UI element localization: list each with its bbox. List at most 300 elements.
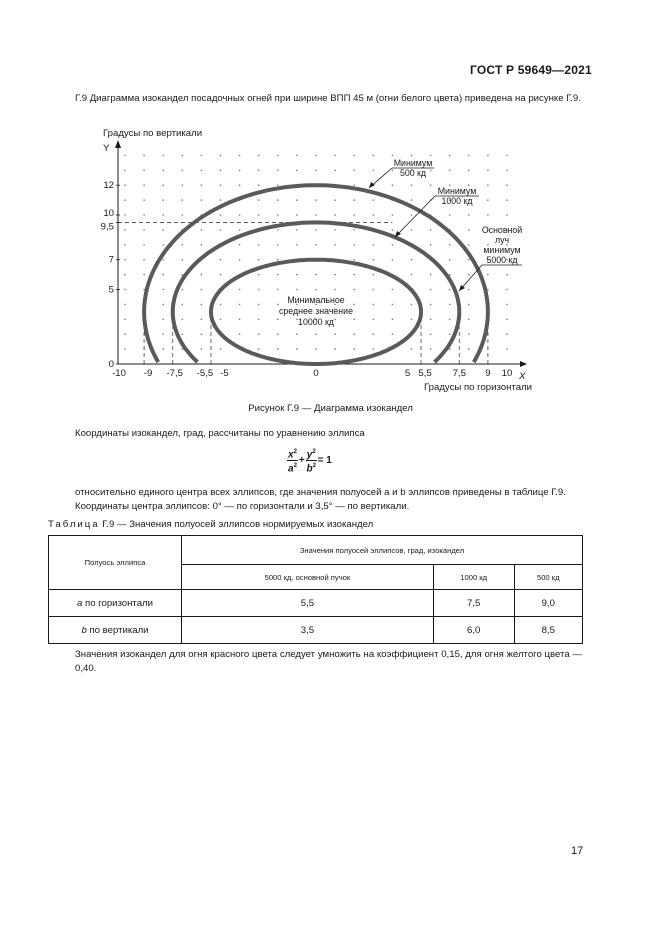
grid-dot — [468, 333, 470, 335]
grid-dot — [201, 184, 203, 186]
grid-dot — [353, 304, 355, 306]
grid-dot — [487, 274, 489, 276]
grid-dot — [162, 259, 164, 261]
grid-dot — [258, 199, 260, 201]
table-title: Таблица Г.9 — Значения полуосей эллипсов нормируемых изокандел — [48, 519, 374, 530]
series-label: луч — [494, 235, 510, 245]
grid-dot — [411, 319, 413, 321]
grid-dot — [277, 319, 279, 321]
grid-dot — [162, 289, 164, 291]
grid-dot — [182, 244, 184, 246]
grid-dot — [315, 348, 317, 350]
grid-dot — [468, 259, 470, 261]
grid-dot — [334, 333, 336, 335]
table-cell: 3,5 — [182, 617, 434, 644]
relative-text: относительно единого центра всех эллипсов, где значения полуосей a и b эллипсов приведены в таблице Г.9. Координаты центра эллипсов: 0° — по горизонтали и 3,5° — по вертикали. — [75, 487, 566, 512]
grid-dot — [430, 348, 432, 350]
grid-dot — [220, 229, 222, 231]
grid-dot — [468, 274, 470, 276]
grid-dot — [430, 170, 432, 172]
grid-dot — [334, 229, 336, 231]
x-tick-label: 5,5 — [418, 368, 432, 379]
grid-dot — [430, 244, 432, 246]
grid-dot — [430, 304, 432, 306]
grid-dot — [506, 319, 508, 321]
series-label: Минимум — [393, 158, 433, 168]
grid-dot — [201, 304, 203, 306]
grid-dot — [201, 170, 203, 172]
isocandela-diagram — [0, 0, 661, 420]
grid-dot — [506, 170, 508, 172]
grid-dot — [353, 259, 355, 261]
grid-dot — [277, 304, 279, 306]
grid-dot — [487, 214, 489, 216]
grid-dot — [258, 348, 260, 350]
grid-dot — [296, 244, 298, 246]
grid-dot — [334, 244, 336, 246]
grid-dot — [373, 304, 375, 306]
grid-dot — [315, 244, 317, 246]
grid-dot — [411, 199, 413, 201]
grid-dot — [506, 333, 508, 335]
table-row — [49, 617, 583, 644]
grid-dot — [258, 259, 260, 261]
grid-dot — [373, 348, 375, 350]
grid-dot — [124, 319, 126, 321]
grid-dot — [277, 229, 279, 231]
x-tick-label: -5,5 — [196, 368, 214, 379]
grid-dot — [182, 155, 184, 157]
grid-dot — [296, 333, 298, 335]
grid-dot — [392, 289, 394, 291]
grid-dot — [449, 333, 451, 335]
grid-dot — [220, 155, 222, 157]
grid-dot — [162, 319, 164, 321]
table-cell: 8,5 — [514, 617, 583, 644]
grid-dot — [239, 184, 241, 186]
sub-header-1000: 1000 кд — [433, 565, 514, 590]
group-header: Значения полуосей эллипсов, град, изокандел — [182, 536, 583, 565]
grid-dot — [239, 155, 241, 157]
grid-dot — [220, 259, 222, 261]
grid-dot — [162, 229, 164, 231]
grid-dot — [162, 244, 164, 246]
grid-dot — [373, 170, 375, 172]
grid-dot — [315, 214, 317, 216]
series-label: Основной — [481, 225, 523, 235]
grid-dot — [201, 155, 203, 157]
table-cell: 9,0 — [514, 590, 583, 617]
grid-dot — [411, 348, 413, 350]
grid-dot — [258, 333, 260, 335]
figure-caption: Рисунок Г.9 — Диаграмма изокандел — [248, 403, 413, 414]
grid-dot — [353, 289, 355, 291]
grid-dot — [162, 333, 164, 335]
grid-dot — [430, 155, 432, 157]
grid-dot — [334, 170, 336, 172]
grid-dot — [506, 348, 508, 350]
leader-arrow — [369, 182, 375, 188]
grid-dot — [143, 155, 145, 157]
series-label: Минимум — [437, 186, 477, 196]
grid-dot — [296, 274, 298, 276]
grid-dot — [277, 289, 279, 291]
grid-dot — [143, 244, 145, 246]
grid-dot — [334, 319, 336, 321]
y-axis-label: Градусы по вертикали — [103, 128, 203, 139]
grid-dot — [220, 170, 222, 172]
inner-label: Минимальное — [287, 295, 345, 305]
x-tick-label: -7,5 — [166, 368, 184, 379]
grid-dot — [124, 170, 126, 172]
grid-dot — [430, 289, 432, 291]
grid-dot — [143, 214, 145, 216]
y-tick-label: 0 — [108, 359, 114, 370]
grid-dot — [449, 259, 451, 261]
isocandela-ellipse — [173, 222, 460, 362]
grid-dot — [258, 319, 260, 321]
grid-dot — [239, 304, 241, 306]
grid-dot — [143, 184, 145, 186]
grid-dot — [220, 199, 222, 201]
grid-dot — [124, 304, 126, 306]
table-cell: 5,5 — [182, 590, 434, 617]
grid-dot — [258, 289, 260, 291]
isocandela-ellipse — [144, 185, 488, 362]
grid-dot — [430, 274, 432, 276]
grid-dot — [353, 333, 355, 335]
grid-dot — [411, 229, 413, 231]
col-header: Полуось эллипса — [49, 536, 182, 590]
grid-dot — [124, 184, 126, 186]
grid-dot — [239, 170, 241, 172]
grid-dot — [506, 274, 508, 276]
grid-dot — [124, 244, 126, 246]
grid-dot — [124, 274, 126, 276]
grid-dot — [124, 199, 126, 201]
grid-dot — [353, 155, 355, 157]
ellipse-equation: $\frac{x^2}{a^2}$ + $\frac{y^2}{b^2}$ = 1 — [288, 449, 332, 475]
grid-dot — [220, 214, 222, 216]
grid-dot — [315, 274, 317, 276]
grid-dot — [143, 170, 145, 172]
grid-dot — [162, 304, 164, 306]
x-tick-label: 5 — [404, 368, 411, 379]
grid-dot — [334, 199, 336, 201]
x-fraction: $\frac{x^2}{a^2}$ — [288, 449, 297, 475]
grid-dot — [315, 170, 317, 172]
grid-dot — [124, 333, 126, 335]
table-cell: 6,0 — [433, 617, 514, 644]
semi-axes-table — [48, 535, 583, 644]
grid-dot — [182, 259, 184, 261]
grid-dot — [239, 214, 241, 216]
grid-dot — [353, 170, 355, 172]
grid-dot — [430, 333, 432, 335]
grid-dot — [277, 199, 279, 201]
grid-dot — [220, 319, 222, 321]
grid-dot — [373, 333, 375, 335]
grid-dot — [124, 259, 126, 261]
grid-dot — [239, 289, 241, 291]
grid-dot — [182, 289, 184, 291]
grid-dot — [411, 214, 413, 216]
grid-dot — [239, 259, 241, 261]
grid-dot — [430, 319, 432, 321]
grid-dot — [143, 259, 145, 261]
sub-header-500: 500 кд — [514, 565, 583, 590]
grid-dot — [182, 304, 184, 306]
grid-dot — [468, 229, 470, 231]
grid-dot — [392, 155, 394, 157]
series-label: 500 кд — [399, 168, 427, 178]
grid-dot — [296, 289, 298, 291]
x-axis-arrow — [520, 361, 527, 367]
y-tick-label: 10 — [103, 208, 114, 219]
grid-dot — [201, 229, 203, 231]
y-tick-label: 5 — [108, 284, 114, 296]
grid-dot — [201, 274, 203, 276]
grid-dot — [392, 259, 394, 261]
grid-dot — [258, 170, 260, 172]
grid-dot — [487, 170, 489, 172]
grid-dot — [487, 184, 489, 186]
grid-dot — [162, 274, 164, 276]
grid-dot — [506, 214, 508, 216]
grid-dot — [392, 184, 394, 186]
grid-dot — [239, 244, 241, 246]
grid-dot — [487, 155, 489, 157]
grid-dot — [373, 199, 375, 201]
grid-dot — [315, 199, 317, 201]
grid-dot — [449, 319, 451, 321]
grid-dot — [392, 304, 394, 306]
grid-dot — [449, 244, 451, 246]
grid-dot — [392, 333, 394, 335]
grid-dot — [201, 333, 203, 335]
grid-dot — [430, 229, 432, 231]
grid-dot — [353, 229, 355, 231]
page-number: 17 — [571, 845, 584, 857]
grid-dot — [182, 214, 184, 216]
grid-dot — [239, 333, 241, 335]
grid-dot — [411, 259, 413, 261]
grid-dot — [506, 289, 508, 291]
y-axis-arrow — [115, 140, 121, 148]
grid-dot — [258, 184, 260, 186]
grid-dot — [353, 214, 355, 216]
grid-dot — [411, 184, 413, 186]
grid-dot — [468, 170, 470, 172]
grid-dot — [220, 304, 222, 306]
grid-dot — [506, 199, 508, 201]
grid-dot — [258, 155, 260, 157]
grid-dot — [506, 184, 508, 186]
x-tick-label: 7,5 — [452, 368, 466, 379]
grid-dot — [334, 155, 336, 157]
grid-dot — [373, 244, 375, 246]
grid-dot — [392, 229, 394, 231]
grid-dot — [392, 244, 394, 246]
grid-dot — [162, 155, 164, 157]
grid-dot — [143, 199, 145, 201]
grid-dot — [258, 214, 260, 216]
grid-dot — [277, 259, 279, 261]
grid-dot — [162, 199, 164, 201]
grid-dot — [468, 289, 470, 291]
grid-dot — [277, 214, 279, 216]
row-label: b по вертикали — [49, 617, 182, 644]
grid-dot — [220, 184, 222, 186]
inner-label: среднее значение — [279, 306, 353, 316]
grid-dot — [392, 319, 394, 321]
grid-dot — [277, 274, 279, 276]
note-paragraph: Значения изокандел для огня красного цвета следует умножить на коэффициент 0,15, для огня желтого цвета — 0,40. — [75, 649, 582, 674]
grid-dot — [468, 348, 470, 350]
grid-dot — [449, 289, 451, 291]
grid-dot — [296, 170, 298, 172]
grid-dot — [162, 184, 164, 186]
grid-dot — [373, 289, 375, 291]
grid-dot — [411, 274, 413, 276]
grid-dot — [449, 170, 451, 172]
grid-dot — [277, 170, 279, 172]
grid-dot — [315, 155, 317, 157]
x-axis-label: Градусы по горизонтали — [424, 382, 532, 393]
grid-dot — [353, 244, 355, 246]
grid-dot — [239, 229, 241, 231]
grid-dot — [124, 214, 126, 216]
grid-dot — [124, 229, 126, 231]
grid-dot — [258, 304, 260, 306]
grid-dot — [373, 274, 375, 276]
grid-dot — [392, 214, 394, 216]
grid-dot — [468, 155, 470, 157]
sub-header-5000: 5000 кд, основной пучок — [182, 565, 434, 590]
grid-dot — [182, 184, 184, 186]
grid-dot — [277, 184, 279, 186]
grid-dot — [296, 155, 298, 157]
grid-dot — [334, 274, 336, 276]
grid-dot — [296, 199, 298, 201]
y-fraction: $\frac{y^2}{b^2}$ — [306, 449, 316, 475]
grid-dot — [296, 348, 298, 350]
grid-dot — [373, 214, 375, 216]
grid-dot — [239, 319, 241, 321]
grid-dot — [143, 274, 145, 276]
grid-dot — [353, 199, 355, 201]
x-tick-label: 10 — [501, 368, 513, 379]
grid-dot — [124, 289, 126, 291]
grid-dot — [124, 348, 126, 350]
grid-dot — [487, 199, 489, 201]
grid-dot — [277, 155, 279, 157]
grid-dot — [182, 170, 184, 172]
grid-dot — [258, 274, 260, 276]
x-tick-label: -5 — [220, 368, 229, 379]
table-cell: 7,5 — [433, 590, 514, 617]
series-label: минимум — [483, 245, 521, 255]
grid-dot — [468, 304, 470, 306]
grid-dot — [182, 199, 184, 201]
grid-dot — [411, 155, 413, 157]
x-tick-label: -10 — [112, 368, 126, 379]
grid-dot — [373, 319, 375, 321]
standard-code: ГОСТ Р 59649—2021 — [470, 63, 592, 77]
grid-dot — [411, 304, 413, 306]
grid-dot — [468, 244, 470, 246]
grid-dot — [373, 155, 375, 157]
grid-dot — [334, 348, 336, 350]
grid-dot — [124, 155, 126, 157]
grid-dot — [162, 348, 164, 350]
grid-dot — [353, 274, 355, 276]
grid-dot — [296, 229, 298, 231]
coords-intro: Координаты изокандел, град, рассчитаны по уравнению эллипса — [75, 428, 365, 439]
grid-dot — [162, 214, 164, 216]
y-tick-label: 7 — [108, 254, 114, 266]
grid-dot — [277, 244, 279, 246]
grid-dot — [296, 214, 298, 216]
grid-dot — [277, 333, 279, 335]
leader-arrow — [459, 285, 465, 291]
table-row — [49, 590, 583, 617]
x-axis-letter: X — [519, 371, 526, 382]
grid-dot — [143, 229, 145, 231]
grid-dot — [258, 244, 260, 246]
grid-dot — [277, 348, 279, 350]
x-tick-label: 9 — [485, 368, 491, 379]
grid-dot — [449, 155, 451, 157]
x-tick-label: -9 — [143, 368, 153, 379]
x-tick-label: 0 — [313, 368, 319, 379]
y-tick-label: 12 — [103, 180, 114, 192]
grid-dot — [201, 199, 203, 201]
grid-dot — [220, 274, 222, 276]
inner-label: 10000 кд — [298, 317, 334, 327]
grid-dot — [392, 170, 394, 172]
grid-dot — [506, 304, 508, 306]
grid-dot — [353, 348, 355, 350]
grid-dot — [315, 289, 317, 291]
grid-dot — [201, 289, 203, 291]
grid-dot — [334, 289, 336, 291]
grid-dot — [449, 304, 451, 306]
grid-dot — [468, 214, 470, 216]
row-label: a по горизонтали — [49, 590, 182, 617]
series-label: 5000 кд — [486, 255, 518, 265]
grid-dot — [220, 348, 222, 350]
grid-dot — [430, 184, 432, 186]
grid-dot — [201, 348, 203, 350]
grid-dot — [315, 229, 317, 231]
grid-dot — [373, 259, 375, 261]
grid-dot — [315, 333, 317, 335]
grid-dot — [182, 333, 184, 335]
grid-dot — [449, 214, 451, 216]
grid-dot — [353, 184, 355, 186]
grid-dot — [353, 319, 355, 321]
grid-dot — [201, 244, 203, 246]
intro-paragraph: Г.9 Диаграмма изокандел посадочных огней при ширине ВПП 45 м (огни белого цвета) приведена на рисунке Г.9. — [75, 93, 581, 104]
grid-dot — [468, 319, 470, 321]
series-label: 1000 кд — [441, 196, 473, 206]
grid-dot — [182, 319, 184, 321]
grid-dot — [334, 214, 336, 216]
y-axis-letter: Y — [103, 143, 110, 154]
grid-dot — [506, 155, 508, 157]
grid-dot — [162, 170, 164, 172]
